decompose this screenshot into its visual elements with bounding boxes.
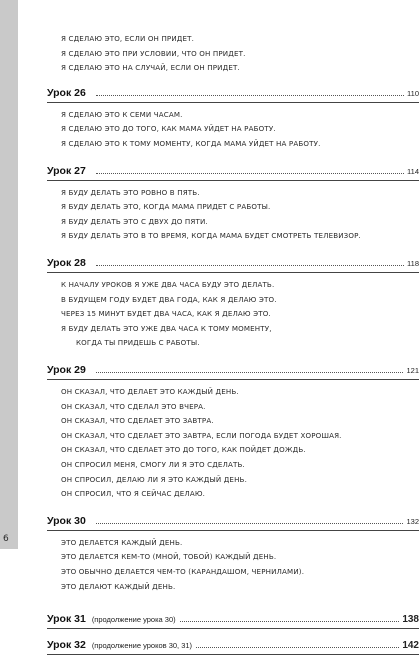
lesson-entry[interactable] — [47, 84, 419, 99]
toc-example-line: ОН СПРОСИЛ МЕНЯ, СМОГУ ЛИ Я ЭТО СДЕЛАТЬ. — [61, 460, 245, 469]
lesson-page-number: 138 — [402, 614, 419, 626]
toc-example-line: Я БУДУ ДЕЛАТЬ ЭТО С ДВУХ ДО ПЯТИ. — [61, 216, 208, 226]
lesson-title: Урок 32 — [47, 639, 86, 652]
section-rule — [47, 102, 419, 103]
dot-leader — [96, 372, 404, 373]
toc-example-line: ЭТО ОБЫЧНО ДЕЛАЕТСЯ ЧЕМ-ТО (КАРАНДАШОМ, ЧЕРНИЛАМИ). — [61, 567, 305, 576]
section-rule — [47, 379, 419, 380]
toc-example-line: ЭТО ДЕЛАЕТСЯ КАЖДЫЙ ДЕНЬ. — [61, 537, 183, 547]
lesson-page-number: 114 — [407, 166, 419, 176]
lesson-entry[interactable] — [47, 254, 419, 269]
lesson-entry[interactable] — [47, 636, 419, 651]
toc-example-line: ОН СКАЗАЛ, ЧТО СДЕЛАЕТ ЭТО ЗАВТРА, ЕСЛИ ПОГОДА БУДЕТ ХОРОШАЯ. — [61, 430, 342, 440]
toc-example-line: Я СДЕЛАЮ ЭТО ДО ТОГО, КАК МАМА УЙДЕТ НА РАБОТУ. — [61, 124, 276, 134]
toc-example-line: Я СДЕЛАЮ ЭТО, ЕСЛИ ОН ПРИДЕТ. — [61, 34, 195, 43]
lesson-note: (продолжение урока 30) — [91, 615, 176, 625]
toc-example-line: Я СДЕЛАЮ ЭТО ПРИ УСЛОВИИ, ЧТО ОН ПРИДЕТ. — [61, 48, 246, 58]
page-number: 6 — [3, 534, 9, 544]
dot-leader — [96, 523, 404, 524]
section-rule — [47, 628, 419, 629]
lesson-title: Урок 26 — [47, 86, 86, 99]
toc-example-line: Я БУДУ ДЕЛАТЬ ЭТО, КОГДА МАМА ПРИДЕТ С РАБОТЫ. — [61, 202, 271, 212]
toc-example-line: ОН СПРОСИЛ, ЧТО Я СЕЙЧАС ДЕЛАЮ. — [61, 489, 206, 499]
section-rule — [47, 530, 419, 531]
toc-example-line: ЧЕРЕЗ 15 МИНУТ БУДЕТ ДВА ЧАСА, КАК Я ДЕЛАЮ ЭТО. — [61, 309, 271, 319]
toc-example-line: Я СДЕЛАЮ ЭТО К ТОМУ МОМЕНТУ, КОГДА МАМА УЙДЕТ НА РАБОТУ. — [61, 139, 321, 148]
lesson-title: Урок 28 — [47, 257, 86, 269]
dot-leader — [96, 95, 404, 96]
toc-example-line: Я БУДУ ДЕЛАТЬ ЭТО РОВНО В ПЯТЬ. — [61, 187, 200, 197]
toc-example-line: Я БУДУ ДЕЛАТЬ ЭТО В ТО ВРЕМЯ, КОГДА МАМА БУДЕТ СМОТРЕТЬ ТЕЛЕВИЗОР. — [61, 231, 361, 241]
lesson-page-number: 118 — [407, 259, 419, 268]
toc-example-line: ЭТО ДЕЛАЕТСЯ КЕМ-ТО (МНОЙ, ТОБОЙ) КАЖДЫЙ ДЕНЬ. — [61, 552, 277, 562]
lesson-page-number: 132 — [406, 516, 419, 526]
lesson-title: Урок 29 — [47, 364, 86, 376]
toc-example-line: ОН СКАЗАЛ, ЧТО СДЕЛАЕТ ЭТО ЗАВТРА. — [61, 416, 214, 426]
toc-example-line: Я СДЕЛАЮ ЭТО НА СЛУЧАЙ, ЕСЛИ ОН ПРИДЕТ. — [61, 63, 240, 73]
lesson-title: Урок 31 — [47, 613, 86, 626]
toc-example-line: ОН СКАЗАЛ, ЧТО СДЕЛАЛ ЭТО ВЧЕРА. — [61, 401, 206, 411]
toc-example-line: Я СДЕЛАЮ ЭТО К СЕМИ ЧАСАМ. — [61, 109, 183, 119]
lesson-entry[interactable] — [47, 162, 419, 177]
dot-leader — [96, 173, 404, 174]
toc-example-line: Я БУДУ ДЕЛАТЬ ЭТО УЖЕ ДВА ЧАСА К ТОМУ МОМЕНТУ, — [61, 323, 272, 333]
toc-example-line: ОН СКАЗАЛ, ЧТО СДЕЛАЕТ ЭТО ДО ТОГО, КАК ПОЙДЕТ ДОЖДЬ. — [61, 445, 306, 455]
lesson-page-number: 121 — [406, 366, 419, 375]
dot-leader — [196, 647, 399, 648]
lesson-note: (продолжение уроков 30, 31) — [91, 641, 193, 651]
toc-example-line: ЭТО ДЕЛАЮТ КАЖДЫЙ ДЕНЬ. — [61, 581, 176, 591]
page-margin-bar — [0, 0, 18, 549]
lesson-page-number: 110 — [407, 88, 419, 98]
toc-example-line: ОН СПРОСИЛ, ДЕЛАЮ ЛИ Я ЭТО КАЖДЫЙ ДЕНЬ. — [61, 474, 247, 484]
lesson-entry[interactable] — [47, 361, 419, 376]
toc-example-line: КОГДА ТЫ ПРИДЕШЬ С РАБОТЫ. — [76, 338, 200, 348]
section-rule — [47, 180, 419, 181]
toc-example-line: В БУДУЩЕМ ГОДУ БУДЕТ ДВА ГОДА, КАК Я ДЕЛАЮ ЭТО. — [61, 294, 277, 304]
section-rule — [47, 272, 419, 273]
lesson-title: Урок 27 — [47, 164, 86, 177]
toc-example-line: К НАЧАЛУ УРОКОВ Я УЖЕ ДВА ЧАСА БУДУ ЭТО ДЕЛАТЬ. — [61, 280, 275, 289]
lesson-title: Урок 30 — [47, 514, 86, 527]
lesson-page-number: 142 — [402, 640, 419, 652]
dot-leader — [96, 265, 404, 266]
dot-leader — [180, 621, 400, 622]
toc-example-line: ОН СКАЗАЛ, ЧТО ДЕЛАЕТ ЭТО КАЖДЫЙ ДЕНЬ. — [61, 387, 239, 396]
lesson-entry[interactable] — [47, 610, 419, 625]
lesson-entry[interactable] — [47, 512, 419, 527]
